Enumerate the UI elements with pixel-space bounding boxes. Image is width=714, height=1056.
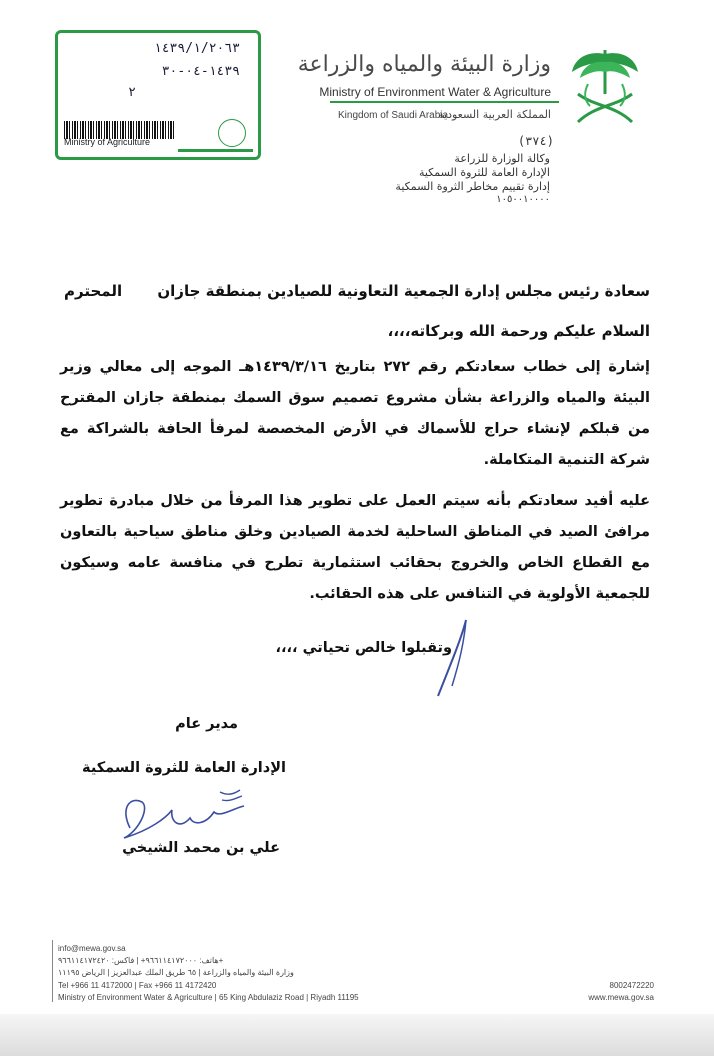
stamp-divider (178, 149, 253, 152)
kingdom-name-en: Kingdom of Saudi Arabia (338, 110, 449, 121)
reference-code: (٣٧٤) (517, 134, 554, 148)
handwritten-signature-icon (110, 788, 250, 848)
addressee: سعادة رئيس مجلس إدارة الجمعية التعاونية للصيادين بمنطقة جازان (157, 282, 650, 300)
footer-tel-en: Tel +966 11 4172000 | Fax +966 11 4172420 (58, 981, 217, 990)
ministry-logo-icon (566, 44, 644, 130)
stamp-seal-icon (218, 119, 246, 147)
footer-address-ar: وزارة البيئة والمياه والزراعة | ٦٥ طريق الملك عبدالعزيز | الرياض ١١١٩٥ (58, 968, 294, 977)
incoming-stamp (55, 30, 261, 160)
closing: وتقبلوا خالص تحياتي ،،،، (275, 640, 452, 656)
signatory-title: مدير عام (175, 716, 238, 732)
stamp-date: ١٤٣٩-٠٤-٣٠ (161, 64, 240, 79)
signatory-name: علي بن محمد الشيخي (122, 840, 280, 856)
body-paragraph-2: عليه أفيد سعادتكم بأنه سيتم العمل على تطوير هذا المرفأ من خلال مبادرة تطوير مرافئ الصيد في المناطق الساحلية لخدمة الصيادين وخلق مناطق سياحية بالتعاون مع القطاع الخاص والخروج بحقائب استثمارية تطرح في منافسة عامه وسيكون للجمعية الأولوية في التنافس على هذه الحقائب. (60, 493, 650, 602)
initials-mark-icon (432, 616, 472, 700)
footer-website: www.mewa.gov.sa (588, 993, 654, 1002)
footer-bar (0, 1014, 714, 1056)
reference-line: إدارة تقييم مخاطر الثروة السمكية (395, 180, 550, 193)
footer-email: info@mewa.gov.sa (58, 944, 126, 953)
signatory-department: الإدارة العامة للثروة السمكية (82, 760, 286, 776)
stamp-number: ١٤٣٩/١/٢٠٦٣ (153, 41, 240, 56)
footer-doc-number: 8002472220 (609, 981, 654, 990)
body-paragraph-1: إشارة إلى خطاب سعادتكم رقم ٢٧٢ بتاريخ ١٤٣٩/٣/١٦هـ الموجه إلى معالي وزير البيئة والمياه والزراعة بشأن مشروع تصميم سوق السمك بمنطقة جازان المقترح من قبلكم لإنشاء حراج للأسماك في الأرض المخصصة لمرفأ الحافة بالشراكة مع شركة التنمية المتكاملة. (60, 359, 650, 468)
footer-phone-ar: هاتف: ٩٦٦١١٤١٧٢٠٠٠+ | فاكس: ٩٦٦١١٤١٧٢٤٢٠+ (58, 956, 224, 965)
footer-divider (52, 940, 53, 1002)
stamp-attachments: ٢ (128, 85, 136, 100)
ministry-name-ar: وزارة البيئة والمياه والزراعة (297, 52, 551, 77)
ministry-name-en: Ministry of Environment Water & Agriculture (319, 85, 551, 99)
reference-number: ١٠٥٠٠١٠٠٠٠ (496, 194, 550, 205)
stamp-agency-label: Ministry of Agriculture (64, 137, 151, 147)
greeting: السلام عليكم ورحمة الله وبركاته،،،، (387, 322, 650, 340)
reference-line: وكالة الوزارة للزراعة (454, 152, 550, 165)
honorific: المحترم (64, 282, 123, 300)
header-divider (330, 101, 559, 103)
reference-line: الإدارة العامة للثروة السمكية (418, 166, 550, 179)
kingdom-name-ar: المملكة العربية السعودية (438, 108, 551, 121)
footer-address-en: Ministry of Environment Water & Agriculture | 65 King Abdulaziz Road | Riyadh 11195 (58, 993, 359, 1002)
